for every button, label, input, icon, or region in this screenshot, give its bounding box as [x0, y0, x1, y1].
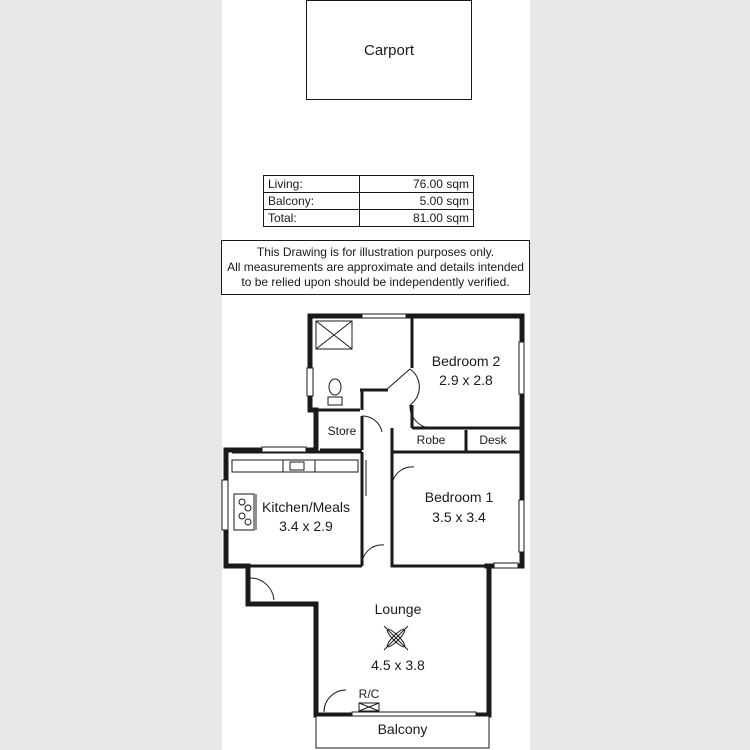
desk-label: Desk [479, 433, 507, 447]
disclaimer-line: to be relied upon should be independently verified. [241, 275, 510, 289]
ceiling-fan-icon [384, 626, 408, 650]
rc-unit-icon [359, 703, 379, 711]
room-name-kitchen-meals: Kitchen/Meals [262, 499, 350, 515]
robe-label: Robe [416, 433, 446, 447]
rc-label: R/C [358, 687, 380, 701]
room-size-bedroom-1: 3.5 x 3.4 [432, 509, 486, 525]
room-size-bedroom-2: 2.9 x 2.8 [439, 372, 493, 388]
balcony-label: Balcony [377, 721, 428, 737]
area-value: 5.00 sqm [360, 193, 474, 210]
room-size-lounge: 4.5 x 3.8 [371, 657, 425, 673]
disclaimer-line: All measurements are approximate and details intended [227, 260, 524, 274]
area-label: Balcony: [264, 193, 360, 210]
room-name-bedroom-1: Bedroom 1 [424, 489, 494, 505]
room-name-bedroom-2: Bedroom 2 [431, 353, 501, 369]
area-label: Total: [264, 210, 360, 227]
store-label: Store [327, 424, 357, 438]
bathroom-fixtures [316, 321, 352, 405]
disclaimer-line: This Drawing is for illustration purposes only. [256, 245, 495, 259]
area-label: Living: [264, 176, 360, 193]
area-value: 76.00 sqm [360, 176, 474, 193]
room-name-lounge: Lounge [374, 601, 422, 617]
room-size-kitchen-meals: 3.4 x 2.9 [279, 518, 333, 534]
carport-label: Carport [363, 41, 415, 59]
area-value: 81.00 sqm [360, 210, 474, 227]
